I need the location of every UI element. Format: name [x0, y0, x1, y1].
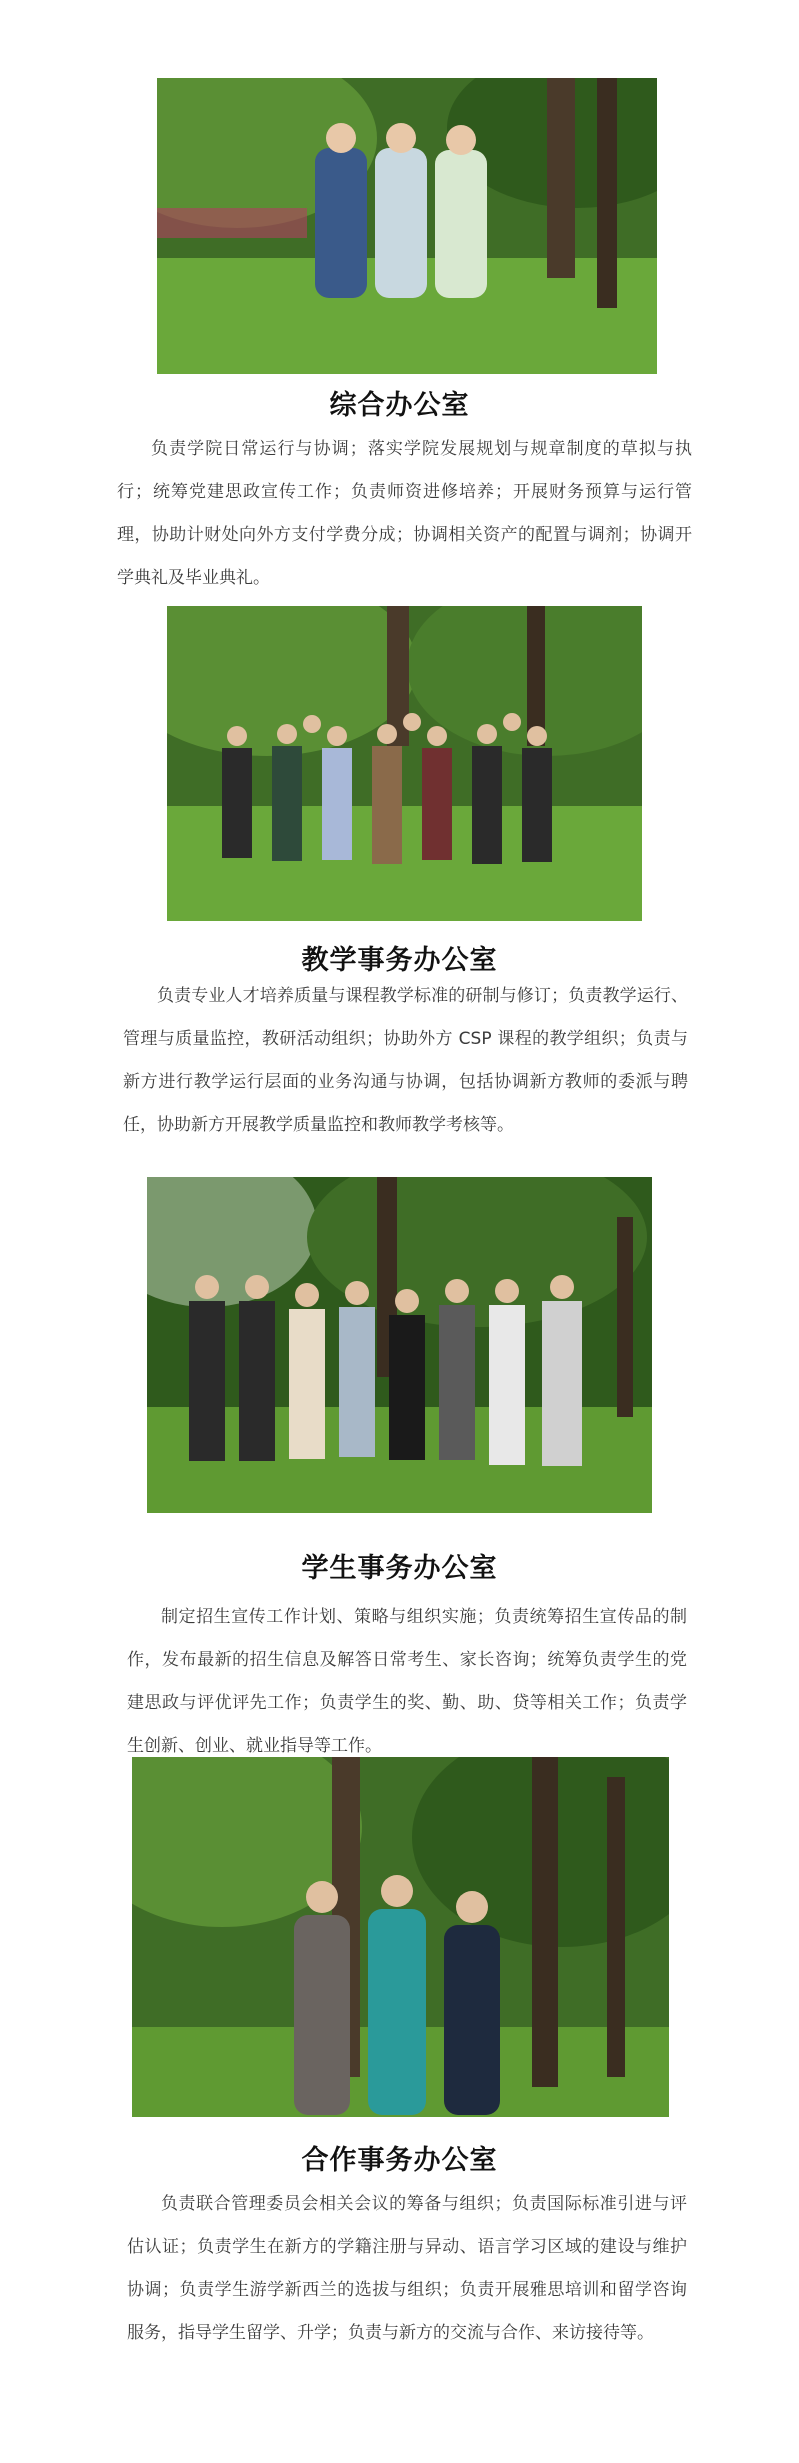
section-text-student-office: 制定招生宣传工作计划、策略与组织实施；负责统筹招生宣传品的制作，发布最新的招生信息及解答日常考生、家长咨询；统筹负责学生的党建思政与评优评先工作；负责学生的奖、勤、助、贷等相关工作；负责学生创新、创业、就业指导等工作。 — [127, 1607, 687, 1756]
section-text-cooperation-office: 负责联合管理委员会相关会议的筹备与组织；负责国际标准引进与评估认证；负责学生在新方的学籍注册与异动、语言学习区域的建设与维护协调；负责学生游学新西兰的选拔与组织；负责开展雅思培训和留学咨询服务，指导学生留学、升学；负责与新方的交流与合作、来访接待等。 — [127, 2194, 687, 2343]
office-photo-teaching — [167, 606, 642, 921]
section-title-cooperation-office: 合作事务办公室 — [301, 2145, 498, 2176]
section-title-student-office: 学生事务办公室 — [301, 1553, 498, 1584]
section-title-teaching-office: 教学事务办公室 — [301, 945, 498, 976]
section-text-general-office: 负责学院日常运行与协调；落实学院发展规划与规章制度的草拟与执行；统筹党建思政宣传工作；负责师资进修培养；开展财务预算与运行管理，协助计财处向外方支付学费分成；协调相关资产的配置与调剂；协调开学典礼及毕业典礼。 — [117, 439, 692, 588]
section-title-general-office: 综合办公室 — [329, 390, 470, 421]
office-photo-student — [147, 1177, 652, 1513]
section-text-teaching-office: 负责专业人才培养质量与课程教学标准的研制与修订；负责教学运行、管理与质量监控，教研活动组织；协助外方 CSP 课程的教学组织；负责与新方进行教学运行层面的业务沟通与协调，包括协调新方教师的委派与聘任，协助新方开展教学质量监控和教师教学考核等。 — [123, 986, 688, 1135]
office-photo-general — [157, 78, 657, 374]
office-photo-cooperation — [132, 1757, 669, 2117]
